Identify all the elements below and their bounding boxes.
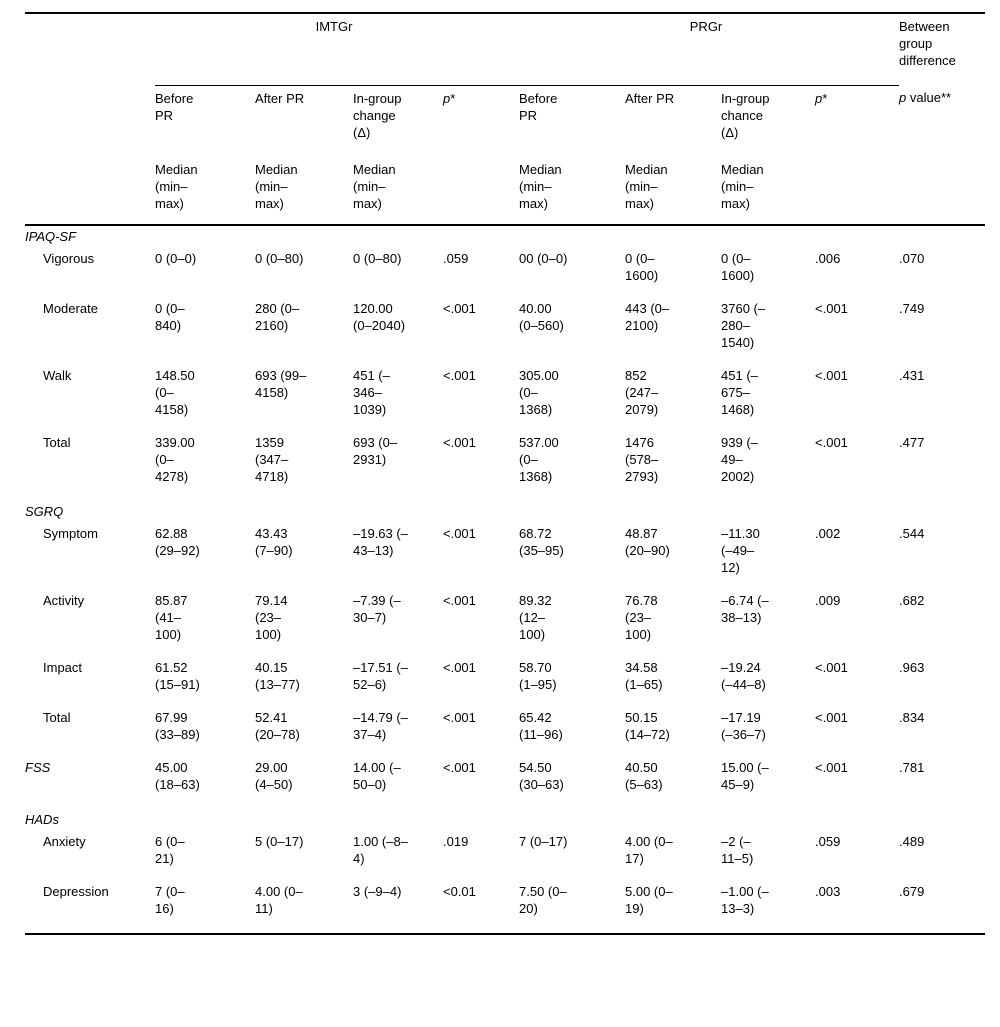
empty-header-cell	[899, 157, 985, 225]
col-header-p-value	[899, 85, 985, 157]
cell-prgr-ingroup-chance: 939 (–49–2002)	[721, 434, 758, 484]
p-asterisk: *	[450, 90, 456, 106]
cell-prgr-ingroup-chance: 15.00 (–45–9)	[721, 759, 769, 792]
cell-imtgr-p: <0.01	[443, 883, 476, 899]
group-header-row	[25, 13, 985, 85]
cell-prgr-p	[815, 501, 899, 525]
cell-imtgr-before-pr: 61.52 (15–91)	[155, 659, 200, 692]
cell-imtgr-p: <.001	[443, 525, 476, 541]
cell-prgr-before-pr: 00 (0–0)	[519, 250, 568, 266]
row-label: SGRQ	[25, 503, 64, 519]
cell-between-group-p	[899, 501, 985, 525]
row-label: Activity	[43, 592, 85, 608]
cell-between-group-p: .477	[899, 434, 925, 450]
cell-imtgr-ingroup-change: –14.79 (–37–4)	[353, 709, 408, 742]
cell-prgr-after-pr: 48.87 (20–90)	[625, 525, 670, 558]
data-row-total	[25, 709, 985, 759]
cell-prgr-p: <.001	[815, 659, 848, 675]
cell-prgr-before-pr: 40.00 (0–560)	[519, 300, 564, 333]
cell-imtgr-p: .059	[443, 250, 469, 266]
cell-prgr-before-pr: 58.70 (1–95)	[519, 659, 557, 692]
row-label: Impact	[43, 659, 83, 675]
cell-imtgr-after-pr: 4.00 (0–11)	[255, 883, 303, 916]
cell-imtgr-after-pr: 79.14 (23–100)	[255, 592, 288, 642]
cell-prgr-before-pr	[519, 501, 625, 525]
col-header-prgr-ingroup-chance: In-group chance (Δ)	[721, 90, 770, 140]
cell-prgr-ingroup-chance: 3760 (–280–1540)	[721, 300, 766, 350]
cell-imtgr-p: <.001	[443, 434, 476, 450]
data-row-fss	[25, 759, 985, 809]
cell-imtgr-p: <.001	[443, 300, 476, 316]
cell-imtgr-after-pr: 693 (99–4158)	[255, 367, 307, 400]
results-table	[25, 12, 985, 935]
cell-between-group-p	[899, 809, 985, 833]
cell-prgr-after-pr: 40.50 (5–63)	[625, 759, 663, 792]
cell-between-group-p: .544	[899, 525, 925, 541]
cell-between-group-p: .749	[899, 300, 925, 316]
cell-imtgr-ingroup-change: 451 (–346–1039)	[353, 367, 390, 417]
median-label: Median (min–max)	[625, 157, 721, 225]
cell-between-group-p	[899, 225, 985, 250]
cell-imtgr-after-pr: 5 (0–17)	[255, 833, 304, 849]
cell-imtgr-p: <.001	[443, 759, 476, 775]
cell-prgr-after-pr	[625, 809, 721, 833]
table-body	[25, 225, 985, 934]
cell-prgr-before-pr: 89.32 (12–100)	[519, 592, 552, 642]
empty-header-cell	[815, 157, 899, 225]
cell-imtgr-ingroup-change	[353, 809, 443, 833]
cell-imtgr-before-pr: 7 (0–16)	[155, 883, 185, 916]
cell-imtgr-p	[443, 225, 519, 250]
p-italic: p	[899, 90, 907, 105]
cell-prgr-ingroup-chance: –19.24 (–44–8)	[721, 659, 766, 692]
data-row-activity	[25, 592, 985, 659]
cell-prgr-before-pr	[519, 225, 625, 250]
cell-between-group-p: .679	[899, 883, 925, 899]
cell-between-group-p: .963	[899, 659, 925, 675]
cell-imtgr-p: <.001	[443, 659, 476, 675]
data-row-vigorous	[25, 250, 985, 300]
cell-imtgr-p: <.001	[443, 367, 476, 383]
cell-imtgr-after-pr	[255, 809, 353, 833]
cell-imtgr-ingroup-change: –17.51 (–52–6)	[353, 659, 408, 692]
cell-prgr-before-pr	[519, 809, 625, 833]
cell-prgr-before-pr: 305.00 (0–1368)	[519, 367, 559, 417]
p-asterisk: *	[822, 90, 828, 106]
cell-imtgr-before-pr: 0 (0–0)	[155, 250, 197, 266]
cell-prgr-ingroup-chance: 0 (0–1600)	[721, 250, 755, 283]
data-row-anxiety	[25, 833, 985, 883]
cell-imtgr-before-pr: 0 (0–840)	[155, 300, 185, 333]
row-label: Walk	[43, 367, 72, 383]
median-label: Median (min–max)	[155, 157, 255, 225]
cell-imtgr-before-pr: 85.87 (41–100)	[155, 592, 188, 642]
cell-imtgr-before-pr	[155, 501, 255, 525]
cell-prgr-after-pr: 4.00 (0–17)	[625, 833, 673, 866]
col-header-imtgr-after-pr: After PR	[255, 90, 305, 106]
cell-prgr-after-pr: 443 (0–2100)	[625, 300, 670, 333]
cell-imtgr-ingroup-change: 120.00 (0–2040)	[353, 300, 406, 333]
cell-prgr-p: <.001	[815, 759, 848, 775]
cell-imtgr-before-pr	[155, 809, 255, 833]
cell-prgr-ingroup-chance	[721, 225, 815, 250]
cell-prgr-before-pr: 65.42 (11–96)	[519, 709, 563, 742]
cell-prgr-after-pr: 0 (0–1600)	[625, 250, 659, 283]
cell-prgr-ingroup-chance: 451 (–675–1468)	[721, 367, 758, 417]
col-header-prgr-p	[815, 85, 899, 157]
empty-header-cell	[25, 157, 155, 225]
cell-prgr-before-pr: 537.00 (0–1368)	[519, 434, 559, 484]
cell-prgr-before-pr: 7 (0–17)	[519, 833, 568, 849]
cell-prgr-after-pr: 50.15 (14–72)	[625, 709, 670, 742]
cell-imtgr-ingroup-change: 693 (0–2931)	[353, 434, 398, 467]
cell-imtgr-after-pr: 43.43 (7–90)	[255, 525, 293, 558]
cell-imtgr-ingroup-change: –7.39 (–30–7)	[353, 592, 401, 625]
cell-prgr-after-pr	[625, 501, 721, 525]
median-label: Median (min–max)	[519, 157, 625, 225]
empty-header-cell	[443, 157, 519, 225]
data-row-moderate	[25, 300, 985, 367]
cell-prgr-p: .006	[815, 250, 841, 266]
cell-prgr-after-pr: 1476 (578–2793)	[625, 434, 659, 484]
row-label: Vigorous	[43, 250, 95, 266]
median-header-row	[25, 157, 985, 225]
cell-imtgr-before-pr: 339.00 (0–4278)	[155, 434, 195, 484]
cell-prgr-after-pr: 34.58 (1–65)	[625, 659, 663, 692]
cell-imtgr-p	[443, 501, 519, 525]
cell-imtgr-after-pr: 29.00 (4–50)	[255, 759, 293, 792]
cell-prgr-after-pr: 852 (247–2079)	[625, 367, 659, 417]
cell-imtgr-p: <.001	[443, 592, 476, 608]
cell-imtgr-p	[443, 809, 519, 833]
cell-prgr-after-pr	[625, 225, 721, 250]
cell-between-group-p: .682	[899, 592, 925, 608]
row-label: Depression	[43, 883, 109, 899]
cell-imtgr-ingroup-change: –19.63 (–43–13)	[353, 525, 408, 558]
between-group-difference-header: Between group difference	[899, 19, 956, 68]
cell-imtgr-ingroup-change	[353, 501, 443, 525]
cell-prgr-ingroup-chance: –11.30 (–49–12)	[721, 525, 760, 575]
cell-prgr-before-pr: 54.50 (30–63)	[519, 759, 564, 792]
col-header-imtgr-before-pr: Before PR	[155, 90, 194, 123]
cell-imtgr-p: .019	[443, 833, 469, 849]
data-row-impact	[25, 659, 985, 709]
column-header-row	[25, 85, 985, 157]
cell-imtgr-before-pr: 67.99 (33–89)	[155, 709, 200, 742]
data-row-depression	[25, 883, 985, 934]
cell-imtgr-ingroup-change	[353, 225, 443, 250]
cell-imtgr-after-pr: 280 (0–2160)	[255, 300, 300, 333]
empty-header-cell	[25, 85, 155, 157]
cell-imtgr-after-pr	[255, 225, 353, 250]
cell-prgr-ingroup-chance	[721, 809, 815, 833]
data-row-total	[25, 434, 985, 501]
cell-between-group-p: .489	[899, 833, 925, 849]
row-label: HADs	[25, 811, 59, 827]
row-label: IPAQ-SF	[25, 228, 77, 244]
p-italic: p	[815, 90, 823, 106]
cell-imtgr-ingroup-change: 3 (–9–4)	[353, 883, 402, 899]
cell-prgr-after-pr: 5.00 (0–19)	[625, 883, 673, 916]
cell-prgr-p: .059	[815, 833, 841, 849]
cell-between-group-p: .070	[899, 250, 925, 266]
cell-prgr-p: .003	[815, 883, 841, 899]
median-label: Median (min–max)	[255, 157, 353, 225]
cell-imtgr-ingroup-change: 1.00 (–8–4)	[353, 833, 408, 866]
cell-prgr-p	[815, 225, 899, 250]
cell-imtgr-after-pr	[255, 501, 353, 525]
cell-prgr-ingroup-chance: –1.00 (–13–3)	[721, 883, 769, 916]
median-label: Median (min–max)	[721, 157, 815, 225]
cell-imtgr-ingroup-change: 0 (0–80)	[353, 250, 402, 266]
empty-corner-cell	[25, 13, 155, 85]
p-value-suffix: value**	[906, 90, 952, 105]
cell-prgr-after-pr: 76.78 (23–100)	[625, 592, 658, 642]
cell-imtgr-before-pr	[155, 225, 255, 250]
group-header-prgr: PRGr	[519, 13, 899, 85]
section-row-sgrq	[25, 501, 985, 525]
cell-imtgr-before-pr: 45.00 (18–63)	[155, 759, 200, 792]
cell-imtgr-after-pr: 52.41 (20–78)	[255, 709, 300, 742]
cell-between-group-p: .431	[899, 367, 925, 383]
cell-imtgr-p: <.001	[443, 709, 476, 725]
section-row-hads	[25, 809, 985, 833]
cell-prgr-p: <.001	[815, 367, 848, 383]
row-label: Total	[43, 709, 71, 725]
col-header-prgr-after-pr: After PR	[625, 90, 675, 106]
median-label: Median (min–max)	[353, 157, 443, 225]
cell-prgr-ingroup-chance: –17.19 (–36–7)	[721, 709, 766, 742]
row-label: Anxiety	[43, 833, 86, 849]
cell-imtgr-ingroup-change: 14.00 (–50–0)	[353, 759, 401, 792]
cell-imtgr-after-pr: 1359 (347–4718)	[255, 434, 289, 484]
cell-prgr-p: <.001	[815, 709, 848, 725]
cell-imtgr-before-pr: 148.50 (0–4158)	[155, 367, 195, 417]
cell-imtgr-after-pr: 0 (0–80)	[255, 250, 304, 266]
row-label: Moderate	[43, 300, 98, 316]
p-italic: p	[443, 90, 451, 106]
data-row-symptom	[25, 525, 985, 592]
cell-imtgr-after-pr: 40.15 (13–77)	[255, 659, 300, 692]
cell-prgr-p	[815, 809, 899, 833]
cell-prgr-ingroup-chance	[721, 501, 815, 525]
cell-imtgr-before-pr: 62.88 (29–92)	[155, 525, 200, 558]
cell-between-group-p: .834	[899, 709, 925, 725]
section-row-ipaq-sf	[25, 225, 985, 250]
cell-between-group-p: .781	[899, 759, 925, 775]
row-label: FSS	[25, 759, 51, 775]
cell-prgr-p: .009	[815, 592, 841, 608]
data-row-walk	[25, 367, 985, 434]
cell-prgr-ingroup-chance: –6.74 (–38–13)	[721, 592, 769, 625]
group-header-imtgr: IMTGr	[155, 13, 519, 85]
row-label: Symptom	[43, 525, 98, 541]
cell-prgr-ingroup-chance: –2 (–11–5)	[721, 833, 754, 866]
cell-prgr-before-pr: 7.50 (0–20)	[519, 883, 567, 916]
cell-prgr-before-pr: 68.72 (35–95)	[519, 525, 564, 558]
cell-prgr-p: <.001	[815, 434, 848, 450]
cell-prgr-p: .002	[815, 525, 841, 541]
col-header-imtgr-p	[443, 85, 519, 157]
col-header-prgr-before-pr: Before PR	[519, 90, 558, 123]
row-label: Total	[43, 434, 71, 450]
cell-imtgr-before-pr: 6 (0–21)	[155, 833, 185, 866]
cell-prgr-p: <.001	[815, 300, 848, 316]
col-header-imtgr-ingroup-change: In-group change (Δ)	[353, 90, 402, 140]
